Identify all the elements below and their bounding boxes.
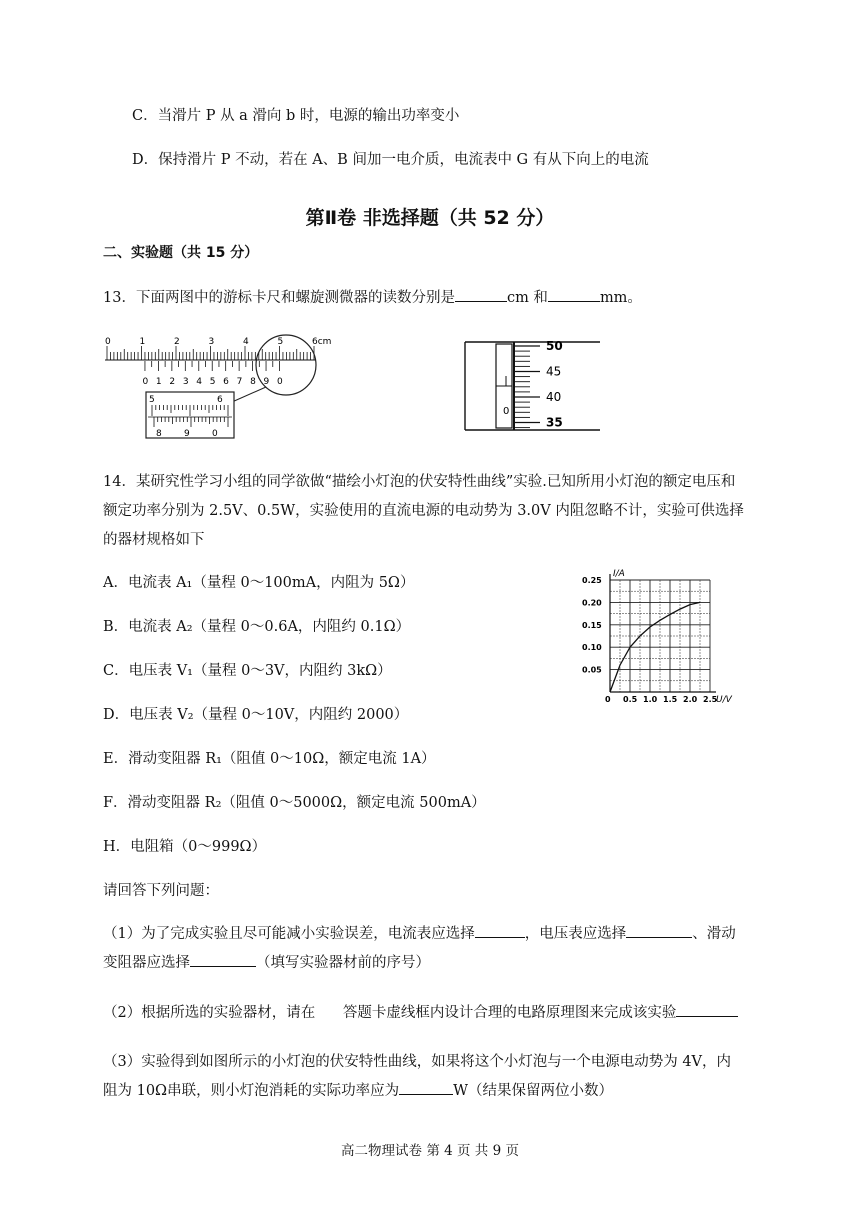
y-tick-label: 0.25	[582, 576, 602, 585]
q14-sub2-text: （2）根据所选的实验器材，请在 答题卡虚线框内设计合理的电路原理图来完成该实验	[103, 1005, 677, 1021]
q14-sub3-line2	[103, 1079, 613, 1100]
caliper-main-label: 2	[174, 337, 180, 347]
y-tick-label: 0.20	[582, 598, 602, 608]
q13-blank-mm[interactable]	[548, 287, 600, 302]
caliper-main-label: 3	[208, 337, 215, 347]
caliper-vernier-label: 2	[169, 377, 176, 387]
q14-sub1-text-c: 、滑动	[692, 926, 736, 942]
zoom-vernier-label: 0	[212, 429, 218, 439]
caliper-main-label: 0	[105, 337, 111, 347]
caliper-vernier-scale	[145, 361, 280, 371]
y-tick-label: 0.10	[582, 643, 602, 653]
q14-prompt: 请回答下列问题：	[103, 883, 219, 899]
caliper-main-scale	[107, 346, 314, 360]
micrometer-thimble-labels	[546, 339, 563, 430]
x-tick-label: 0	[605, 695, 611, 704]
zoom-vernier-label: 9	[184, 429, 190, 439]
q14-option-d: D．电压表 V₂（量程 0～10V，内阻约 2000）	[103, 707, 409, 723]
caliper-vernier-label: 1	[155, 377, 162, 387]
q14-intro-3: 的器材规格如下	[103, 532, 205, 548]
section-title: 第Ⅱ卷 非选择题（共 52 分）	[305, 207, 555, 229]
x-tick-label: 0.5	[623, 695, 638, 704]
caliper-vernier-label: 6	[223, 377, 229, 387]
vernier-caliper-figure	[100, 326, 340, 444]
y-tick-label: 0.05	[582, 665, 602, 675]
q14-blank-voltmeter[interactable]	[626, 923, 692, 938]
q14-sub1-text-b: ，电压表应选择	[524, 926, 627, 942]
zoom-main-label: 5	[149, 395, 155, 405]
q14-sub3-text-a: 阻为 10Ω串联，则小灯泡消耗的实际功率应为	[103, 1083, 400, 1099]
q14-intro-1: 14．某研究性学习小组的同学欲做“描绘小灯泡的伏安特性曲线”实验.已知所用小灯泡的额定电压和	[103, 474, 736, 490]
q14-option-c: C．电压表 V₁（量程 0～3V，内阻约 3kΩ）	[103, 663, 392, 679]
caliper-vernier-label: 0	[142, 377, 149, 387]
q13-stem	[103, 286, 642, 307]
chart-xlabel: U/V	[716, 695, 732, 705]
q14-sub1-text-e: （填写实验器材前的序号）	[256, 955, 430, 971]
micrometer-label: 50	[546, 339, 563, 353]
q14-sub1-line1	[103, 922, 736, 943]
q14-blank-circuit[interactable]	[676, 1002, 738, 1017]
micrometer-label: 35	[546, 415, 563, 430]
micrometer-label: 45	[546, 364, 562, 379]
q14-option-b: B．电流表 A₂（量程 0～0.6A，内阻约 0.1Ω）	[103, 619, 411, 635]
q14-sub1-text-a: （1）为了完成实验且尽可能减小实验误差，电流表应选择	[103, 926, 475, 942]
micrometer-thimble-scale	[514, 346, 540, 428]
q14-option-a: A．电流表 A₁（量程 0～100mA，内阻为 5Ω）	[103, 575, 415, 591]
x-tick-label: 2.0	[683, 695, 698, 704]
caliper-vernier-label: 5	[209, 377, 216, 387]
iu-characteristic-chart	[580, 566, 740, 706]
caliper-vernier-label: 7	[236, 377, 243, 387]
chart-grid	[610, 574, 716, 692]
q14-sub1-text-d: 变阻器应选择	[103, 955, 190, 971]
x-tick-label: 1.0	[643, 695, 658, 704]
q13-text-1: 13．下面两图中的游标卡尺和螺旋测微器的读数分别是	[103, 290, 455, 306]
q13-blank-cm[interactable]	[455, 287, 507, 302]
x-tick-label: 2.5	[703, 695, 718, 704]
zoom-circle	[256, 335, 316, 395]
q14-sub3-line1: （3）实验得到如图所示的小灯泡的伏安特性曲线，如果将这个小灯泡与一个电源电动势为 4V，内	[103, 1054, 732, 1070]
caliper-main-label: 4	[243, 337, 249, 347]
q14-option-h: H．电阻箱（0～999Ω）	[103, 839, 267, 855]
q14-intro-2: 额定功率分别为 2.5V、0.5W，实验使用的直流电源的电动势为 3.0V 内阻忽略不计，实验可供选择	[103, 503, 744, 519]
q13-text-3: mm。	[599, 290, 642, 306]
zoom-vernier-label: 8	[156, 429, 162, 439]
q14-sub3-text-b: W（结果保留两位小数）	[453, 1083, 613, 1099]
zoom-main-label: 6	[217, 395, 223, 405]
q14-blank-rheostat[interactable]	[190, 952, 256, 967]
x-tick-label: 1.5	[663, 695, 678, 704]
caliper-main-label: 6cm	[312, 337, 332, 347]
caliper-vernier-label: 9	[263, 377, 270, 387]
page-footer: 高二物理试卷 第 4 页 共 9 页	[341, 1143, 519, 1159]
caliper-main-labels	[105, 337, 331, 347]
caliper-vernier-label: 8	[250, 377, 256, 387]
q14-option-f: F．滑动变阻器 R₂（阻值 0～5000Ω，额定电流 500mA）	[103, 795, 486, 811]
chart-ylabel: I/A	[613, 569, 625, 579]
caliper-vernier-label: 0	[277, 377, 283, 387]
q14-blank-power[interactable]	[399, 1080, 453, 1095]
y-tick-label: 0.15	[582, 620, 602, 630]
q13-text-2: cm 和	[506, 290, 548, 306]
q14-sub2	[103, 1001, 738, 1022]
subsection-title: 二、实验题（共 15 分）	[103, 245, 259, 261]
q14-option-e: E．滑动变阻器 R₁（阻值 0～10Ω，额定电流 1A）	[103, 751, 436, 767]
q14-blank-ammeter[interactable]	[475, 923, 525, 938]
caliper-vernier-label: 4	[196, 377, 203, 387]
caliper-main-label: 5	[277, 337, 284, 347]
option-d-prev: D．保持滑片 P 不动，若在 A、B 间加一电介质，电流表中 G 有从下向上的电流	[132, 152, 649, 168]
option-c-prev: C．当滑片 P 从 a 滑向 b 时，电源的输出功率变小	[132, 108, 460, 124]
micrometer-figure	[460, 336, 605, 436]
micrometer-sleeve-label: 0	[503, 406, 510, 417]
caliper-main-label: 1	[139, 337, 146, 347]
micrometer-label: 40	[546, 390, 562, 404]
q14-sub1-line2	[103, 951, 430, 972]
caliper-vernier-label: 3	[182, 377, 189, 387]
